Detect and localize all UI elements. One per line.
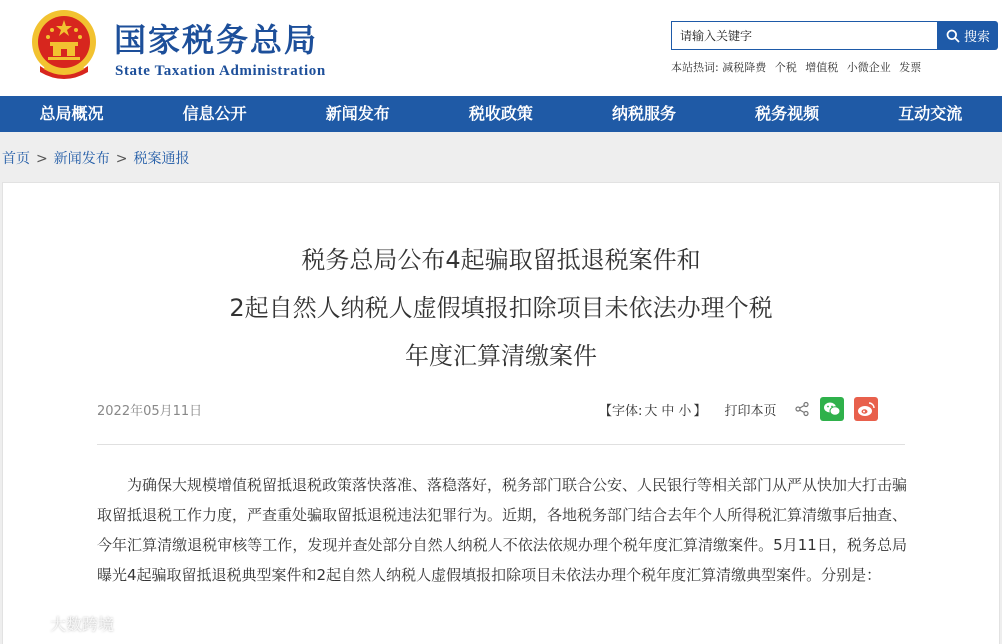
hotwords-bar [671,59,926,75]
print-page-link[interactable]: 打印本页 [724,403,777,419]
hotword-link[interactable]: 个税 [774,61,797,74]
site-subtitle: State Taxation Administration [115,63,326,79]
wechat-icon [823,401,841,417]
watermark-logo-icon [8,614,44,634]
search-input[interactable] [671,21,938,50]
article-title-line: 年度汇算清缴案件 [405,342,597,370]
search-button[interactable] [938,21,998,50]
font-size-small[interactable]: 小 [678,403,692,419]
hotword-link[interactable]: 发票 [899,61,922,74]
font-size-large[interactable]: 大 [644,403,658,419]
breadcrumb-separator: > [115,151,128,167]
breadcrumb [2,148,189,168]
breadcrumb-news[interactable]: 新闻发布 [53,151,110,167]
hotwords-label: 本站热词: [671,61,719,74]
nav-item-interaction[interactable]: 互动交流 [898,104,963,123]
nav-item-video[interactable]: 税务视频 [755,104,820,123]
font-size-label: 【字体: [599,403,643,419]
breadcrumb-home[interactable]: 首页 [2,151,30,167]
font-size-medium[interactable]: 中 [661,403,675,419]
watermark-text: 大数跨境 [50,615,115,634]
site-header [0,0,1002,96]
breadcrumb-tax-cases[interactable]: 税案通报 [133,151,190,167]
hotword-link[interactable]: 减税降费 [722,61,767,74]
hotword-link[interactable]: 小微企业 [846,61,891,74]
article-title-line: 2起自然人纳税人虚假填报扣除项目未依法办理个税 [229,294,773,322]
site-title[interactable]: 国家税务总局 [114,21,319,59]
nav-item-policy[interactable]: 税收政策 [468,104,533,123]
share-icon[interactable] [794,401,810,417]
article-divider [97,444,905,445]
main-nav [0,96,1002,132]
search-button-label: 搜索 [963,30,990,45]
breadcrumb-separator: > [36,151,48,167]
watermark [8,612,114,635]
article-body: 为确保大规模增值税留抵退税政策落快落准、落稳落好，税务部门联合公安、人民银行等相关部门从严从快加大打击骗取留抵退税工作力度，严查重处骗取留抵退税违法犯罪行为。近期，各地税务部门结合去年个人所得税汇算清缴事后抽查、今年汇算清缴退税审核等工作，发现并查处部分自然人纳税人不依法依规办理个税年度汇算清缴案件。5月11日，税务总局曝光4起骗取留抵退税典型案件和2起自然人纳税人虚假填报扣除项目未依法办理个税年度汇算清缴典型案件。分别是： [97,476,908,584]
search-icon [946,29,960,43]
article-title-line: 税务总局公布4起骗取留抵退税案件和 [301,246,701,274]
article-date: 2022年05月11日 [97,404,203,419]
font-size-label-close: 】 [693,403,707,419]
article-title [0,236,1002,380]
wechat-share-button[interactable] [820,397,844,421]
hotword-link[interactable]: 增值税 [805,61,839,74]
article-tools [599,396,878,422]
nav-item-service[interactable]: 纳税服务 [612,104,677,123]
weibo-icon [857,401,875,417]
weibo-share-button[interactable] [854,397,878,421]
nav-item-overview[interactable]: 总局概况 [39,104,104,123]
national-emblem-icon [30,8,98,82]
nav-item-disclosure[interactable]: 信息公开 [182,104,247,123]
nav-item-news[interactable]: 新闻发布 [325,104,390,123]
